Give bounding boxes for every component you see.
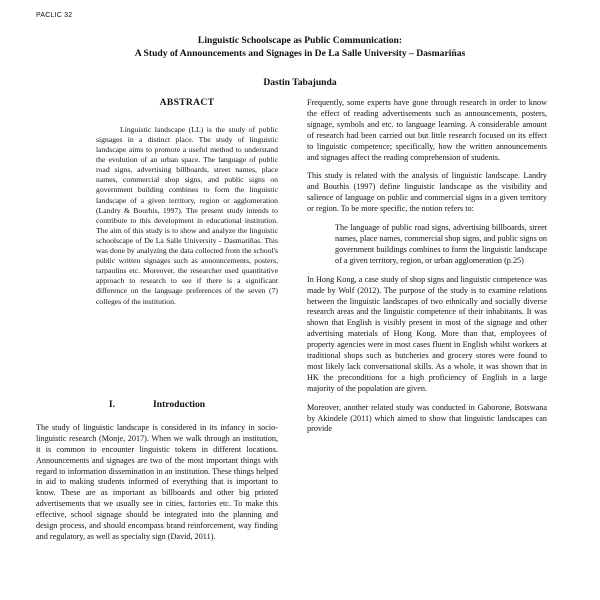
abstract-heading: ABSTRACT	[159, 97, 215, 108]
introduction-heading	[36, 400, 278, 411]
paper-title-line-1: Linguistic Schoolscape as Public Communication:	[197, 35, 403, 46]
abstract-text: Linguistic landscape (LL) is the study of public signages in a distinct place. The study of linguistic landscape aims to promote a useful method to understand the evolution of an urban space. The language of public road signs, advertising billboards, street names, place names, commercial shop signs, and public signs on government building combines to form the linguistic landscape of a given territory, region or agglomeration (Landry & Bourhis, 1997). The present study intends to contribute to this development in educational institution. The aim of this study is to show and analyze the linguistic schoolscape of De La Salle University - Dasmariñas. This was done by analyzing the data collected from the school's public written signages such as announcements, posters, tarpaulins etc. Moreover, the researcher used quantitative approach to research to see if there is a significant difference on the language preferences of the seven (7) colleges of the institution.	[96, 124, 278, 306]
paper-title	[0, 35, 600, 60]
right-paragraph-3: In Hong Kong, a case study of shop signs and linguistic competence was made by Wolf (2012). The purpose of the study is to examine relations between the linguistic landscapes of two ethnically and socially diverse research areas and the linguistic competence of their inhabitants. It was shown that English is visibly present in most of the signage and other advertising materials of Hong Kong. More than that, employees of property agencies were in most cases fluent in English whilst workers at traditional shops such as butcheries and grocery stores were found to most likely lack conversational skills. As a whole, it was shown that in HK the preconditions for a high proficiency of English in a large majority of the population are given.	[307, 274, 547, 393]
section-number: I.	[108, 399, 116, 410]
block-quote: The language of public road signs, advertising billboards, street names, place names, commercial shop signs, and public signs on government buildings combines to form the linguistic landscape of a given territory, region, or urban agglomeration (p.25)	[335, 223, 547, 265]
paper-title-line-2: A Study of Announcements and Signages in De La Salle University – Dasmariñas	[134, 47, 466, 59]
conference-tag: PACLIC 32	[36, 12, 73, 19]
right-paragraph-4: Moreover, another related study was conducted in Gaborone, Botswana by Akindele (2011) which aimed to show that linguistic landscapes can provide	[307, 402, 547, 434]
introduction-section	[36, 400, 278, 551]
abstract-section	[96, 98, 278, 307]
right-column	[307, 98, 547, 443]
section-title: Introduction	[153, 399, 206, 410]
right-paragraph-1: Frequently, some experts have gone through research in order to know the effect of reading advertisements such as announcements, posters, signage, symbols and etc. to language learning. A considerable amount of research had been carried out but little research focused on its effect to linguistic competence; specifically, how the written announcements and signages affect the reading comprehension of students.	[307, 98, 547, 162]
right-paragraph-2: This study is related with the analysis of linguistic landscape. Landry and Bourhis (1997) define linguistic landscape as the visibility and salience of language on public and commercial signs in a given territory or region. To be more specific, the notion refers to:	[307, 171, 547, 214]
introduction-paragraph-1: The study of linguistic landscape is considered in its infancy in socio-linguistic research (Monje, 2017). When we walk through an institution, it is common to encounter linguistic tokens in different locations. Announcements and signages are two of the most important things with regard to information dissemination in an institution. These things helped in aid to making students informed of everything that is important to know. These are as important as billboards and other big printed advertisements that we usually see in cities, factories etc. To make this effective, school signage should be integrated into the planning and design process, and should encompass brand reinforcement, way finding and regulatory, as well as specialty sign (David, 2011).	[36, 422, 278, 541]
paper-author: Dastin Tabajunda	[263, 77, 337, 88]
